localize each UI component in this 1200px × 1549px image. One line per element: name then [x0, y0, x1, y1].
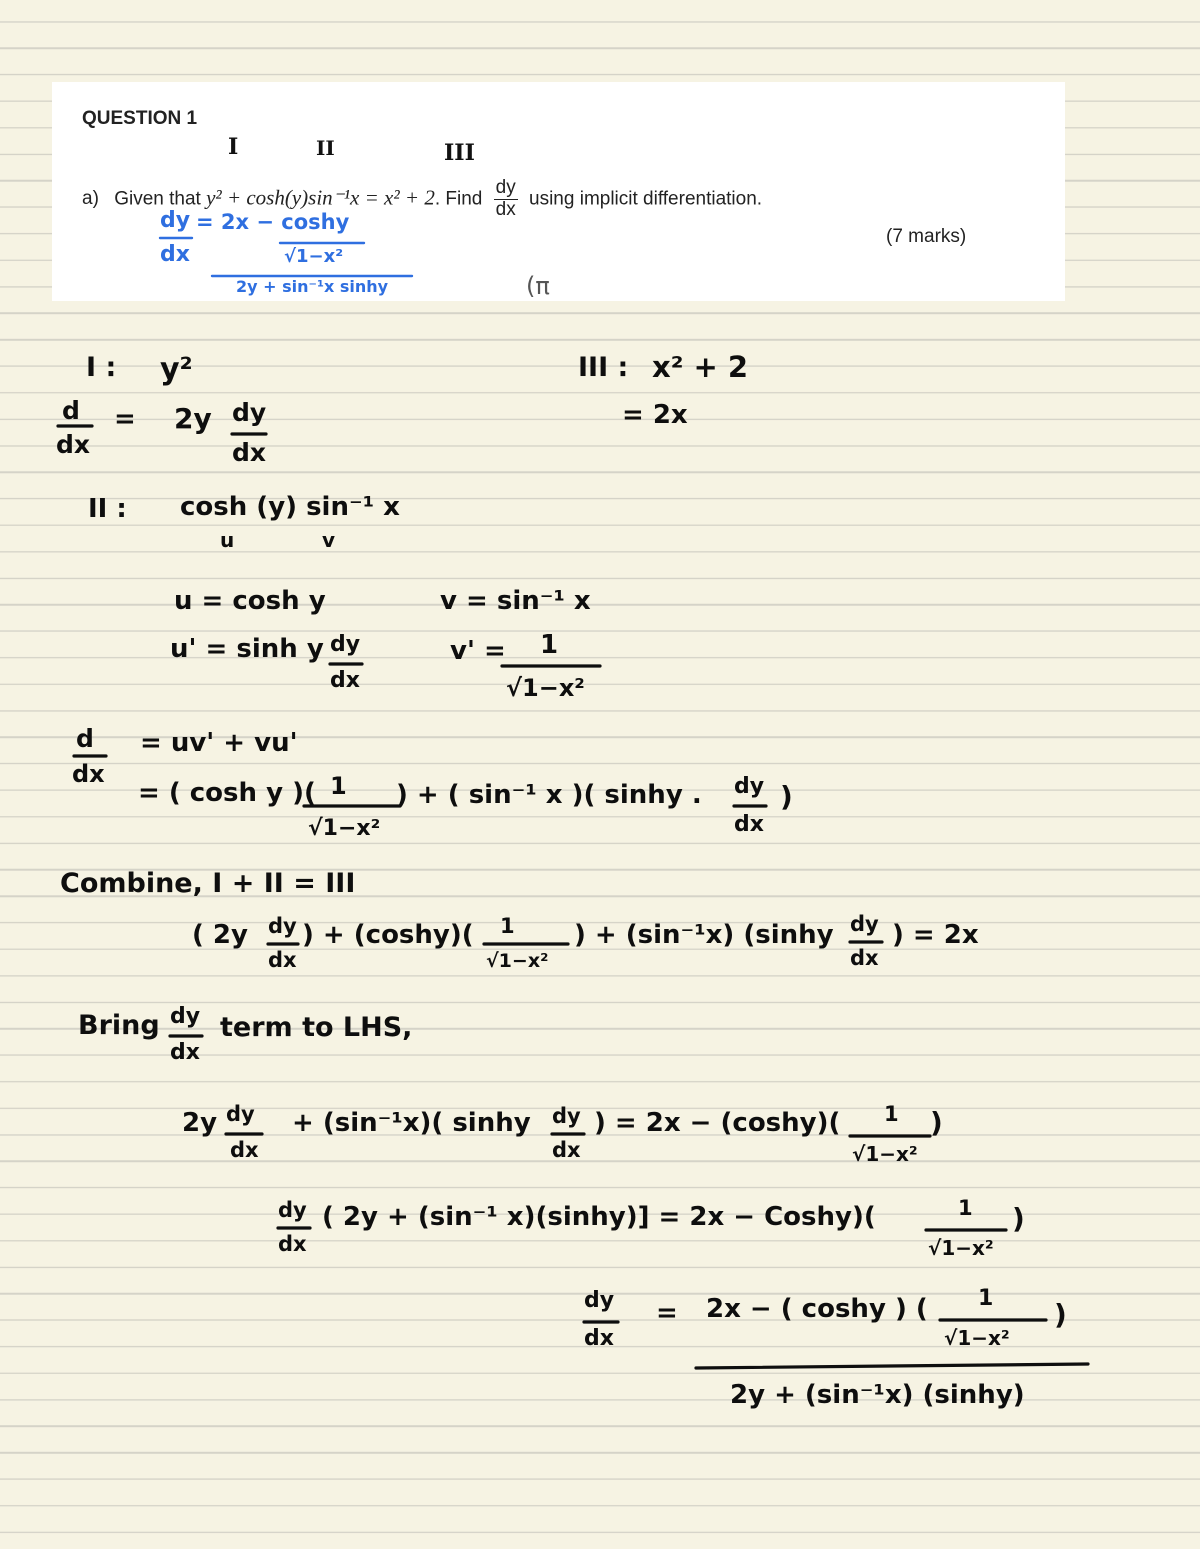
- term3-expr: x² + 2: [652, 350, 749, 384]
- bar-r3-main: [696, 1364, 1088, 1368]
- blue-dx: dx: [160, 242, 190, 267]
- r3-one: 1: [978, 1286, 994, 1311]
- pr-one: 1: [330, 772, 347, 800]
- r3-close: ): [1054, 1298, 1067, 1331]
- r1-close: ): [930, 1106, 943, 1139]
- prompt-start: Given that: [114, 188, 201, 210]
- pr-dy: dy: [734, 774, 765, 799]
- v-prime-root: √1−x²: [506, 674, 585, 702]
- v-prime-one: 1: [540, 630, 559, 660]
- bring-dy: dy: [170, 1004, 201, 1029]
- r1-dx: dx: [230, 1138, 259, 1162]
- term1-label: I :: [86, 352, 117, 383]
- bring-end: term to LHS,: [220, 1012, 413, 1043]
- given-equation: y² + cosh(y)sin⁻¹x = x² + 2: [206, 185, 435, 210]
- find-text: . Find: [434, 188, 483, 210]
- r1-dy: dy: [226, 1102, 255, 1126]
- dy-dx-fraction: [494, 178, 518, 221]
- r1-dx2: dx: [552, 1138, 581, 1162]
- bring-dx: dx: [170, 1040, 200, 1065]
- term3-result: = 2x: [622, 400, 688, 430]
- r1-dy2: dy: [552, 1104, 581, 1128]
- bring-word: Bring: [78, 1010, 160, 1041]
- part-label: a): [82, 188, 99, 210]
- pr-expand-a: = ( cosh y )(: [138, 778, 316, 808]
- v-definition: v = sin⁻¹ x: [440, 586, 591, 616]
- combined-dy: dy: [268, 914, 297, 938]
- blue-dy: dy: [160, 208, 191, 233]
- r2-one: 1: [958, 1196, 973, 1220]
- pr-close: ): [780, 780, 793, 813]
- term3-label: III :: [578, 352, 629, 383]
- r2-close: ): [1012, 1202, 1025, 1235]
- r3-dy: dy: [584, 1288, 615, 1313]
- r1-2y: 2y: [182, 1108, 218, 1138]
- combined-root: √1−x²: [486, 950, 549, 972]
- combined-d: ) = 2x: [892, 920, 979, 950]
- r2-a: ( 2y + (sin⁻¹ x)(sinhy)] = 2x − Coshy)(: [322, 1202, 876, 1232]
- term2-label: II :: [88, 494, 127, 524]
- marks-label: (7 marks): [886, 226, 967, 247]
- r1-b: + (sin⁻¹x)( sinhy: [292, 1108, 531, 1138]
- dy-numerator: dy: [495, 177, 516, 198]
- combined-c: ) + (sin⁻¹x) (sinhy: [574, 920, 834, 950]
- pr-root: √1−x²: [308, 816, 381, 841]
- dx-denominator: dx: [495, 198, 516, 220]
- u-prime: u' = sinh y: [170, 634, 324, 664]
- r2-dy: dy: [278, 1198, 307, 1222]
- term1-dx: dx: [56, 430, 91, 459]
- u-prime-dx: dx: [330, 668, 360, 693]
- term1-dx2: dx: [232, 438, 267, 467]
- term-mark-ii: II: [316, 136, 335, 160]
- combined-dx: dx: [268, 948, 297, 972]
- r3-numerator: 2x − ( coshy ) (: [706, 1294, 928, 1324]
- r2-dx: dx: [278, 1232, 307, 1256]
- pr-expand-b: ) + ( sin⁻¹ x )( sinhy .: [396, 780, 702, 810]
- combine-heading: Combine, I + II = III: [60, 868, 356, 899]
- combined-a: ( 2y: [192, 920, 248, 950]
- prompt-end: using implicit differentiation.: [529, 188, 763, 210]
- v-prime: v' =: [450, 636, 506, 666]
- term1-d: d: [62, 396, 80, 425]
- blue-numerator: = 2x − coshy: [196, 210, 350, 234]
- r3-eq: =: [656, 1298, 678, 1328]
- product-rule: = uv' + vu': [140, 728, 298, 758]
- term1-eq: =: [114, 404, 136, 434]
- combined-dy2: dy: [850, 912, 879, 936]
- term1-expr: y²: [160, 352, 193, 387]
- v-mark: v: [322, 528, 336, 552]
- r1-root: √1−x²: [852, 1142, 918, 1166]
- r1-one: 1: [884, 1102, 899, 1126]
- pr-dx2: dx: [734, 812, 764, 837]
- r3-denominator: 2y + (sin⁻¹x) (sinhy): [730, 1380, 1025, 1410]
- u-prime-dy: dy: [330, 632, 361, 657]
- r2-root: √1−x²: [928, 1236, 994, 1260]
- term1-dy: dy: [232, 398, 267, 427]
- u-definition: u = cosh y: [174, 586, 326, 616]
- pr-d: d: [76, 724, 94, 753]
- u-mark: u: [220, 528, 235, 552]
- combined-b: ) + (coshy)(: [302, 920, 474, 950]
- question-paper: [52, 82, 1065, 301]
- term-mark-i: I: [228, 134, 239, 160]
- term2-expr: cosh (y) sin⁻¹ x: [180, 492, 400, 522]
- combined-dx2: dx: [850, 946, 879, 970]
- r3-root: √1−x²: [944, 1326, 1010, 1350]
- cut-off-fragment: (π: [526, 272, 550, 300]
- question-heading: QUESTION 1: [82, 108, 198, 129]
- combined-one: 1: [500, 914, 515, 938]
- r3-dx: dx: [584, 1326, 614, 1351]
- term-mark-iii: III: [444, 140, 475, 166]
- term1-result: 2y: [174, 402, 212, 435]
- blue-root-term: √1−x²: [284, 246, 344, 267]
- pr-dx: dx: [72, 760, 105, 788]
- blue-denominator: 2y + sin⁻¹x sinhy: [236, 277, 389, 296]
- r1-c: ) = 2x − (coshy)(: [594, 1108, 841, 1138]
